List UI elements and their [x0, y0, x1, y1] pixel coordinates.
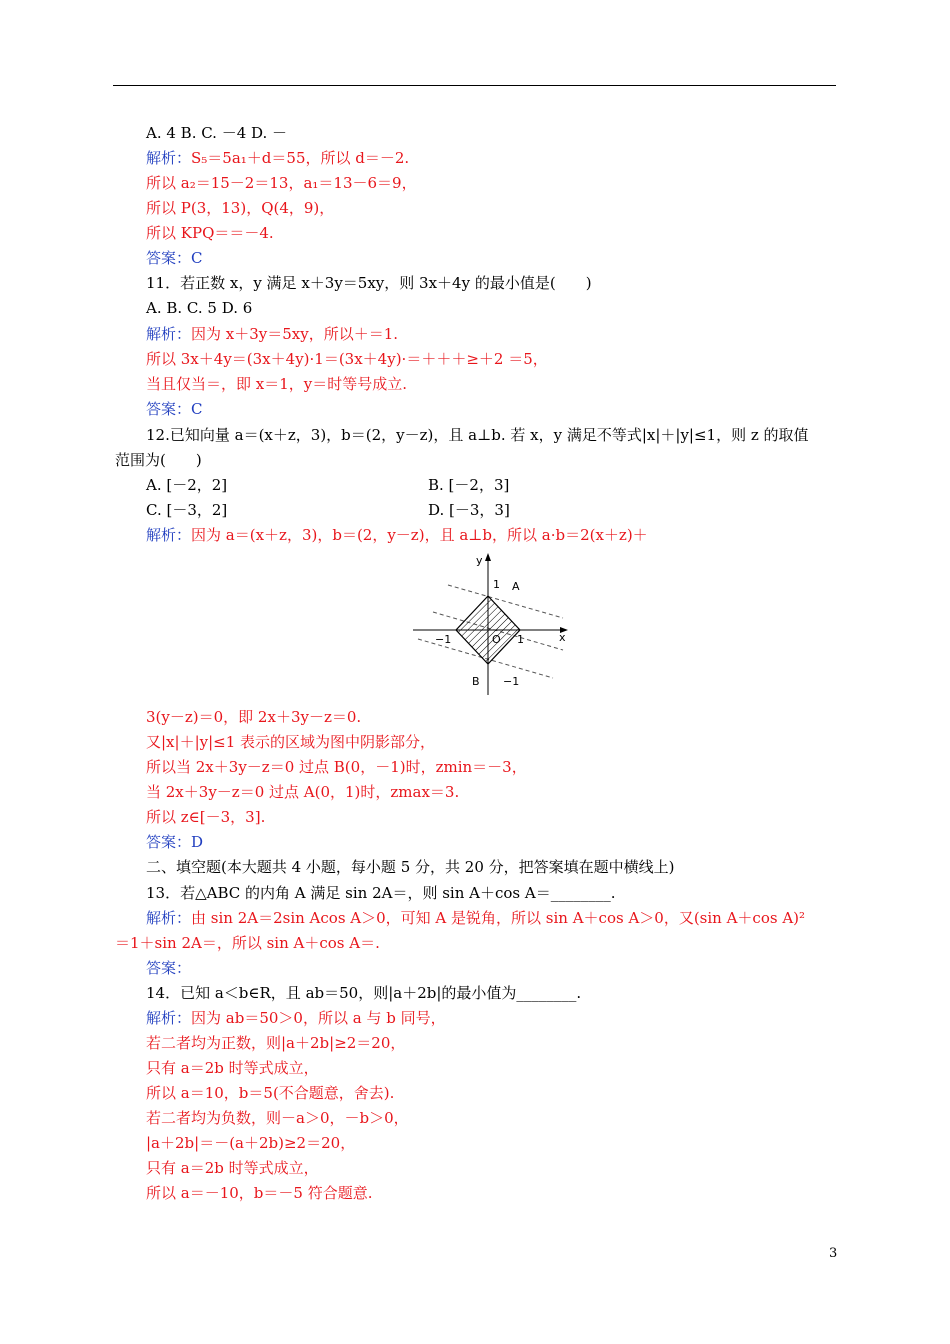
y-axis-arrow — [485, 553, 491, 561]
q13-analysis-line — [146, 908, 805, 928]
analysis-text: 所以 a₂＝15－2＝13，a₁＝13－6＝9， — [146, 174, 417, 192]
q12-option-a: A. [－2，2] — [146, 476, 228, 494]
analysis-text: ＝1＋sin 2A＝，所以 sin A＋cos A＝. — [115, 934, 380, 952]
analysis-text: 因为 ab＝50＞0，所以 a 与 b 同号， — [191, 1009, 446, 1027]
answer-line: 答案：C — [146, 249, 203, 267]
q12-analysis-line — [146, 525, 648, 545]
answer-line: 答案：D — [146, 833, 204, 851]
y-axis-label: y — [476, 554, 483, 567]
analysis-text: 所以 a＝－10，b＝－5 符合题意. — [146, 1184, 373, 1202]
q14-stem: 14．已知 a＜b∈R，且 ab＝50，则|a＋2b|的最小值为________. — [146, 984, 582, 1002]
analysis-text: 所以当 2x＋3y－z＝0 过点 B(0，－1)时，zmin＝－3， — [146, 758, 527, 776]
analysis-label: 解析： — [146, 1009, 192, 1027]
q14-analysis-line — [146, 1008, 446, 1028]
point-a-label: A — [512, 580, 520, 593]
analysis-text: S₅＝5a₁＋d＝55，所以 d＝－2. — [191, 149, 410, 167]
analysis-text: 因为 a＝(x＋z，3)，b＝(2，y－z)，且 a⊥b，所以 a·b＝2(x＋z)＋ — [191, 526, 648, 544]
x-axis-label: x — [559, 631, 566, 644]
tick-label: −1 — [503, 675, 520, 688]
page-number: 3 — [829, 1246, 838, 1261]
region-figure — [413, 550, 573, 695]
dashed-line — [448, 585, 563, 618]
section-heading: 二、填空题(本大题共 4 小题，每小题 5 分，共 20 分，把答案填在题中横线上) — [146, 858, 675, 876]
q10-options: A. 4 B. C. －4 D. － — [146, 124, 288, 142]
analysis-text: 所以 3x＋4y＝(3x＋4y)·1＝(3x＋4y)·＝＋＋＋≥＋2 ＝5， — [146, 350, 548, 368]
analysis-text: 所以 a＝10，b＝5(不合题意，舍去). — [146, 1084, 395, 1102]
analysis-text: |a＋2b|＝－(a＋2b)≥2＝20， — [146, 1134, 356, 1152]
analysis-text: 所以 P(3，13)，Q(4，9)， — [146, 199, 335, 217]
analysis-text: 由 sin 2A＝2sin Acos A＞0，可知 A 是锐角，所以 sin A＋cos A＞0，又(sin A＋cos A)² — [191, 909, 806, 927]
header-rule — [113, 85, 836, 86]
analysis-text: 所以 z∈[－3，3]. — [146, 808, 266, 826]
tick-label: −1 — [435, 633, 452, 646]
answer-line: 答案：C — [146, 400, 203, 418]
analysis-text: 若二者均为负数，则－a＞0，－b＞0， — [146, 1109, 409, 1127]
q12-stem: 12.已知向量 a＝(x＋z，3)，b＝(2，y－z)，且 a⊥b. 若 x，y 满足不等式|x|＋|y|≤1，则 z 的取值 — [146, 426, 809, 444]
q12-option-b: B. [－2，3] — [428, 476, 510, 494]
q11-options: A. B. C. 5 D. 6 — [146, 299, 253, 317]
q13-stem: 13．若△ABC 的内角 A 满足 sin 2A＝，则 sin A＋cos A＝________. — [146, 884, 616, 902]
q12-stem-cont: 范围为( ) — [115, 451, 202, 469]
point-b-label: B — [472, 675, 480, 688]
q11-stem: 11．若正数 x，y 满足 x＋3y＝5xy，则 3x＋4y 的最小值是( ) — [146, 274, 592, 292]
analysis-label: 解析： — [146, 526, 192, 544]
q10-analysis-line — [146, 148, 409, 168]
analysis-text: 只有 a＝2b 时等式成立， — [146, 1059, 319, 1077]
origin-label: O — [492, 633, 501, 646]
analysis-label: 解析： — [146, 149, 192, 167]
analysis-text: 所以 KPQ＝＝－4. — [146, 224, 274, 242]
analysis-label: 解析： — [146, 909, 192, 927]
analysis-text: 3(y－z)＝0，即 2x＋3y－z＝0. — [146, 708, 362, 726]
analysis-label: 解析： — [146, 325, 192, 343]
answer-line: 答案： — [146, 959, 192, 977]
analysis-text: 只有 a＝2b 时等式成立， — [146, 1159, 319, 1177]
q11-analysis-line — [146, 324, 398, 344]
tick-label: 1 — [493, 578, 500, 591]
analysis-text: 又|x|＋|y|≤1 表示的区域为图中阴影部分， — [146, 733, 436, 751]
analysis-text: 当 2x＋3y－z＝0 过点 A(0，1)时，zmax＝3. — [146, 783, 460, 801]
analysis-text: 因为 x＋3y＝5xy，所以＋＝1. — [191, 325, 399, 343]
q12-option-d: D. [－3，3] — [428, 501, 510, 519]
q12-option-c: C. [－3，2] — [146, 501, 228, 519]
tick-label: 1 — [517, 633, 524, 646]
analysis-text: 当且仅当＝，即 x＝1，y＝时等号成立. — [146, 375, 408, 393]
analysis-text: 若二者均为正数，则|a＋2b|≥2＝20， — [146, 1034, 406, 1052]
